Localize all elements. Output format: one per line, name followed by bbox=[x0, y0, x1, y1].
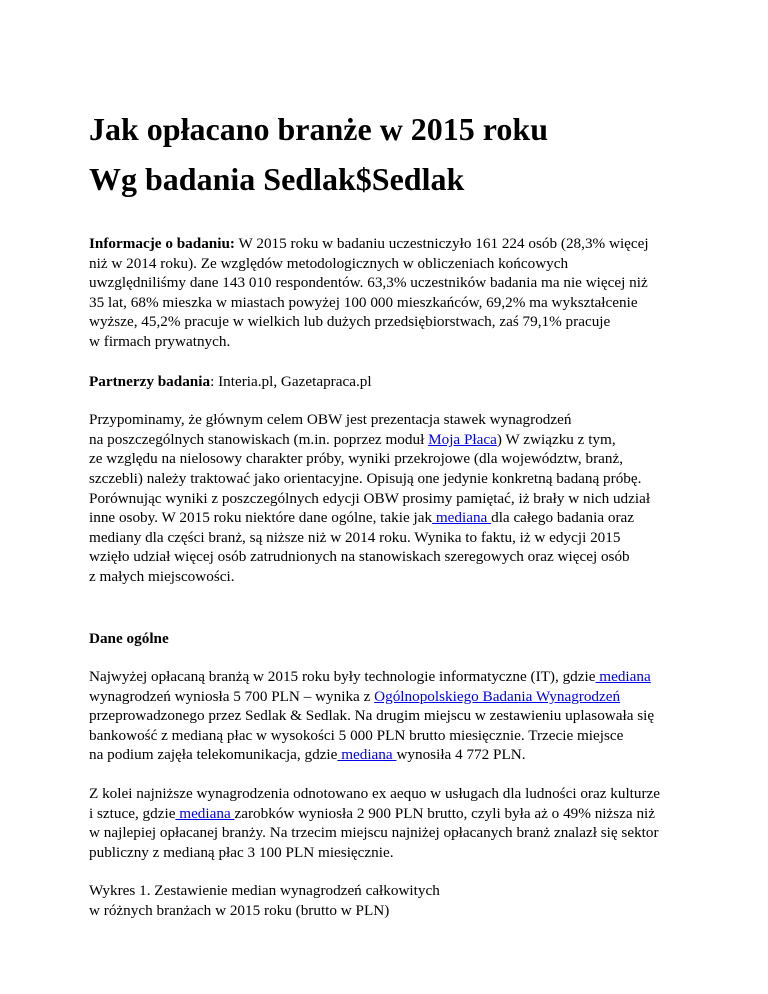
chart-caption-line: w różnych branżach w 2015 roku (brutto w PLN) bbox=[89, 902, 390, 920]
chart-caption bbox=[89, 881, 689, 920]
moja-placa-link[interactable]: Moja Płaca bbox=[428, 430, 497, 448]
top-line: bankowość z medianą płac w wysokości 5 000 PLN brutto miesięcznie. Trzecie miejsce bbox=[89, 726, 624, 744]
low-line: publiczny z medianą płac 3 100 PLN miesięcznie. bbox=[89, 843, 394, 861]
section-heading-text: Dane ogólne bbox=[89, 629, 169, 647]
low-text: zarobków wyniosła 2 900 PLN brutto, czyli była aż o 49% niższa niż bbox=[234, 804, 656, 822]
intro-line: mediany dla części branż, są niższe niż w 2014 roku. Wynika to faktu, iż w edycji 2015 bbox=[89, 528, 621, 546]
document-page bbox=[89, 108, 689, 921]
chart-caption-line: Wykres 1. Zestawienie median wynagrodzeń całkowitych bbox=[89, 882, 440, 900]
top-text: Najwyżej opłacaną branżą w 2015 roku były technologie informatyczne (IT), gdzie bbox=[89, 668, 596, 686]
low-text: i sztuce, gdzie bbox=[89, 804, 176, 822]
partners-text: : Interia.pl, Gazetapraca.pl bbox=[210, 372, 372, 390]
lowest-paid-paragraph bbox=[89, 784, 689, 862]
mediana-link[interactable]: mediana bbox=[432, 509, 492, 527]
intro-text: na poszczególnych stanowiskach (m.in. poprzez moduł bbox=[89, 430, 429, 448]
info-line: 35 lat, 68% mieszka w miastach powyżej 100 000 mieszkańców, 69,2% ma wykształcenie bbox=[89, 293, 638, 311]
page-subtitle: Wg badania Sedlak$Sedlak bbox=[89, 161, 465, 197]
mediana-link[interactable]: mediana bbox=[175, 804, 235, 822]
intro-line: ze względu na nielosowy charakter próby, wyniki przekrojowe (dla województw, branż, bbox=[89, 450, 624, 468]
partners-label: Partnerzy badania bbox=[89, 372, 211, 390]
intro-text: ) W związku z tym, bbox=[496, 430, 616, 448]
info-paragraph bbox=[89, 234, 689, 352]
info-line: niż w 2014 roku). Ze względów metodologicznych w obliczeniach końcowych bbox=[89, 254, 569, 272]
top-line: przeprowadzonego przez Sedlak & Sedlak. Na drugim miejscu w zestawieniu uplasowała się bbox=[89, 707, 655, 725]
info-line: wyższe, 45,2% pracuje w wielkich lub dużych przedsiębiorstwach, zaś 79,1% pracuje bbox=[89, 313, 611, 331]
intro-line: szczebli) należy traktować jako orientacyjne. Opisują one jedynie konkretną badaną próbę. bbox=[89, 469, 642, 487]
info-line: w firmach prywatnych. bbox=[89, 332, 231, 350]
low-line: w najlepiej opłacanej branży. Na trzecim miejscu najniżej opłacanych branż znalazł się sektor bbox=[89, 824, 659, 842]
mediana-link[interactable]: mediana bbox=[595, 668, 651, 686]
top-text: wynagrodzeń wyniosła 5 700 PLN – wynika z bbox=[89, 687, 375, 705]
intro-line: Porównując wyniki z poszczególnych edycji OBW prosimy pamiętać, iż brały w nich udział bbox=[89, 489, 651, 507]
low-line: Z kolei najniższe wynagrodzenia odnotowano ex aequo w usługach dla ludności oraz kulturze bbox=[89, 785, 661, 803]
info-line: uwzględniliśmy dane 143 010 respondentów. 63,3% uczestników badania ma nie więcej niż bbox=[89, 274, 648, 292]
intro-line: wzięło udział więcej osób zatrudnionych na stanowiskach szeregowych oraz więcej osób bbox=[89, 548, 630, 566]
top-text: wynosiła 4 772 PLN. bbox=[396, 746, 526, 764]
intro-paragraph bbox=[89, 410, 689, 586]
intro-line: z małych miejscowości. bbox=[89, 567, 235, 585]
mediana-link[interactable]: mediana bbox=[337, 746, 397, 764]
partners-paragraph bbox=[89, 372, 689, 392]
section-heading bbox=[89, 629, 689, 649]
intro-text: dla całego badania oraz bbox=[491, 509, 635, 527]
intro-line: Przypominamy, że głównym celem OBW jest prezentacja stawek wynagrodzeń bbox=[89, 411, 572, 429]
top-paid-paragraph bbox=[89, 667, 689, 765]
intro-text: inne osoby. W 2015 roku niektóre dane ogólne, takie jak bbox=[89, 509, 433, 527]
info-text: W 2015 roku w badaniu uczestniczyło 161 224 osób (28,3% więcej bbox=[234, 235, 649, 252]
obw-link[interactable]: Ogólnopolskiego Badania Wynagrodzeń bbox=[374, 687, 621, 705]
info-label: Informacje o badaniu: bbox=[89, 235, 235, 252]
top-text: na podium zajęła telekomunikacja, gdzie bbox=[89, 746, 338, 764]
page-title: Jak opłacano branże w 2015 roku bbox=[89, 111, 549, 147]
